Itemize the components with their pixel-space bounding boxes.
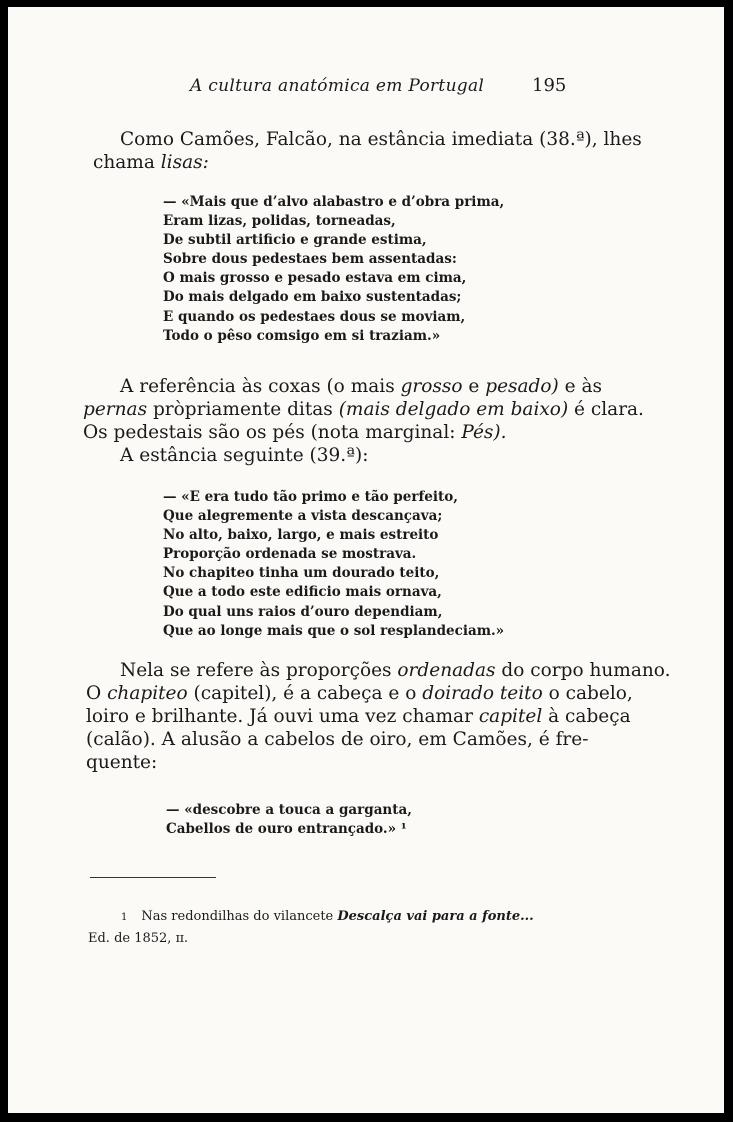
verse-line: Cabellos de ouro entrançado.» ¹ [166, 821, 407, 838]
verse-line: Sobre dous pedestaes bem assentadas: [163, 251, 457, 268]
verse-line: Do qual uns raios d’ouro dependiam, [163, 603, 443, 620]
page-number: 195 [532, 75, 567, 96]
verse-line: — «descobre a touca a garganta, [166, 802, 412, 818]
verse-line: O mais grosso e pesado estava em cima, [163, 270, 467, 287]
intro-line-2: chama lisas: [93, 152, 209, 173]
para2-line-2: pernas pròpriamente ditas (mais delgado em baixo) é clara. [83, 399, 644, 420]
footnote [88, 906, 534, 949]
para2-line-1: A referência às coxas (o mais grosso e pesado) e às [120, 376, 602, 397]
verse-touca [166, 801, 412, 839]
verse-line: — «E era tudo tão primo e tão perfeito, [163, 489, 458, 505]
verse-line: Que ao longe mais que o sol resplandeciam.» [163, 622, 505, 639]
para2-line-3: Os pedestais são os pés (nota marginal: Pés). [83, 422, 507, 443]
verse-stanza-39 [163, 488, 504, 641]
verse-line: Do mais delgado em baixo sustentadas; [163, 289, 462, 306]
proportions-paragraph [86, 659, 671, 774]
verse-line: No chapiteo tinha um dourado teito, [163, 565, 440, 582]
verse-line: Que alegremente a vista descançava; [163, 508, 443, 525]
para3-line-1: Nela se refere às proporções ordenadas do corpo humano. [120, 660, 671, 681]
intro-line-1: Como Camões, Falcão, na estância imediata (38.ª), lhes [120, 129, 642, 150]
thigh-reference-paragraph [83, 375, 644, 467]
para3-line-5: quente: [86, 752, 158, 773]
verse-line: Eram lizas, polidas, torneadas, [163, 213, 396, 230]
footnote-marker: 1 [121, 912, 128, 923]
verse-line: No alto, baixo, largo, e mais estreito [163, 527, 439, 544]
footnote-line-1: 1 Nas redondilhas do vilancete Descalça vai para a fonte... [121, 909, 534, 924]
verse-line: De subtil artificio e grande estima, [163, 232, 427, 249]
footnote-divider [90, 877, 216, 878]
verse-line: Proporção ordenada se mostrava. [163, 546, 417, 563]
running-header-title: A cultura anatómica em Portugal [190, 76, 485, 96]
intro-paragraph [93, 128, 642, 174]
para3-line-4: (calão). A alusão a cabelos de oiro, em Camões, é fre- [86, 729, 589, 750]
verse-stanza-38 [163, 193, 504, 346]
term-lisas: lisas: [160, 152, 209, 173]
para3-line-3: loiro e brilhante. Já ouvi uma vez chamar capitel à cabeça [86, 706, 631, 727]
verse-line: — «Mais que d’alvo alabastro e d’obra prima, [163, 194, 505, 210]
verse-line: E quando os pedestaes dous se moviam, [163, 308, 466, 325]
footnote-line-2: Ed. de 1852, ɪɪ. [88, 931, 189, 946]
para3-line-2: O chapiteo (capitel), é a cabeça e o doirado teito o cabelo, [86, 683, 633, 704]
verse-line: Todo o pêso comsigo em si traziam.» [163, 327, 441, 344]
verse-line: Que a todo este edificio mais ornava, [163, 584, 442, 601]
para2-line-4: A estância seguinte (39.ª): [120, 445, 369, 466]
